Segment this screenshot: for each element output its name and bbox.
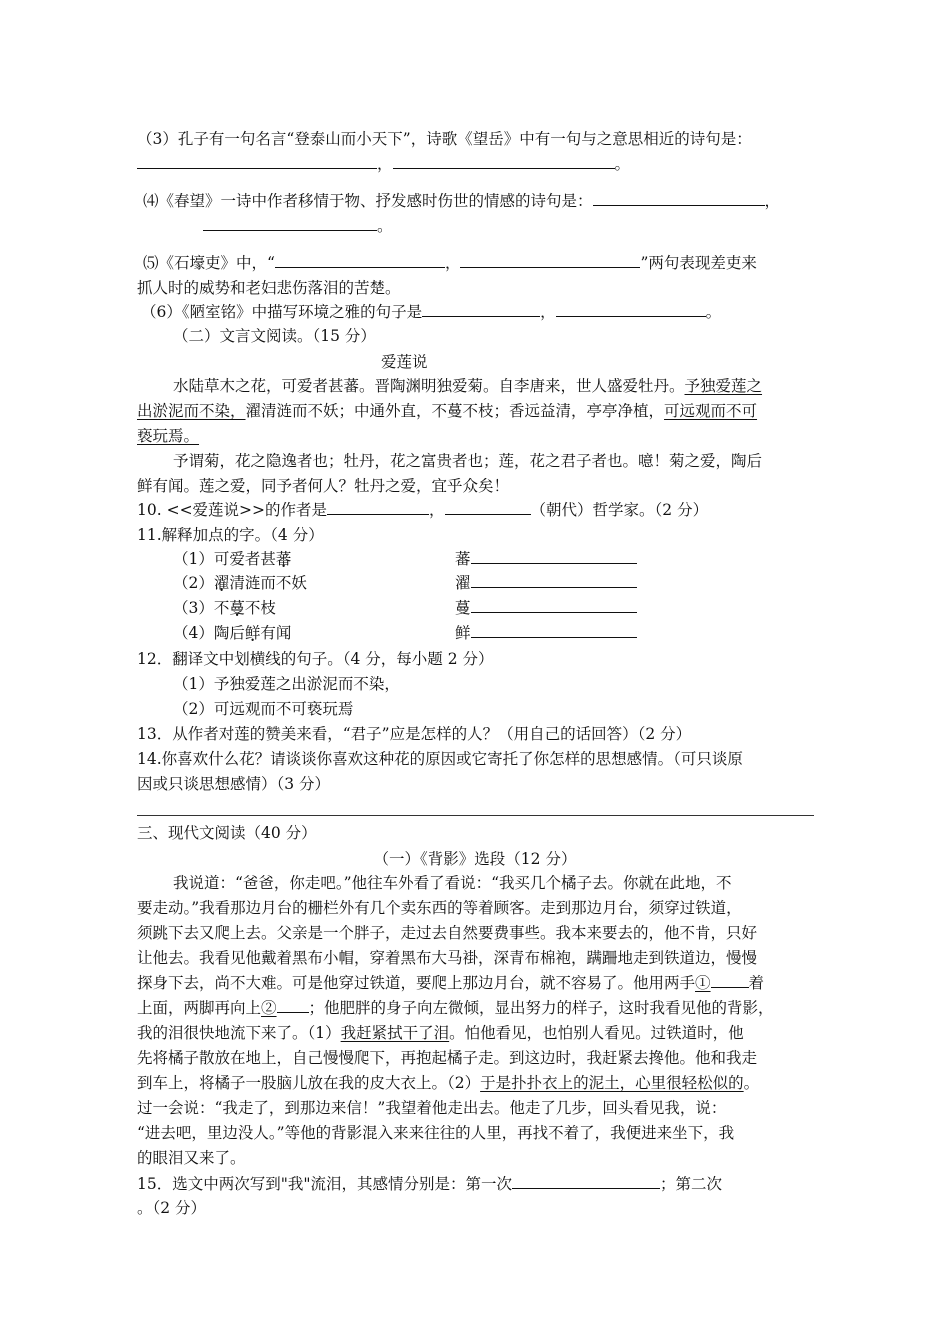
q10-stem [137,499,708,521]
q15-blank-1[interactable] [512,1173,660,1189]
q11-item-3-dotted: 蔓 [229,599,245,617]
beiying-underlined-2: 于是扑扑衣上的泥土，心里很轻松似的 [480,1074,744,1092]
section3-heading: 三、现代文阅读（40 分） [137,824,317,842]
q11-blank-1[interactable] [471,548,637,564]
q11-item-3-post: 不枝 [244,599,276,617]
q10-sep: ， [429,501,445,519]
section2-heading: （二）文言文阅读。（15 分） [173,327,376,345]
q10-suffix: （朝代）哲学家。（2 分） [530,501,709,519]
q11-answer-2 [455,572,637,594]
q4-blank-1[interactable] [593,190,765,206]
passage-p2-line2: 鲜有闻。莲之爱，同予者何人？牡丹之爱，宜乎众矣！ [137,477,510,495]
q11-item-3-pre: （3）不 [173,599,230,617]
beiying-line-9-a: 到车上，将橘子一股脑儿放在我的皮大衣上。（2） [137,1074,481,1092]
q11-item-4-pre: （4）陶后 [173,624,245,642]
q11-answer-1 [455,548,637,570]
q5-line2: 抓人时的威势和老妇悲伤落泪的苦楚。 [137,279,401,297]
q11-item-2-pre: （2） [173,574,214,592]
beiying-line-4: 让他去。我看见他戴着黑布小帽，穿着黑布大马褂，深青布棉袍，蹒跚地走到铁道边，慢慢 [137,949,758,967]
q12-stem: 12．翻译文中划横线的句子。（4 分，每小题 2 分） [137,650,494,668]
q6-blank-1[interactable] [422,301,540,317]
passage-p1-line1 [173,375,762,397]
beiying-title: （一）《背影》选段（12 分） [373,850,577,868]
section-divider [137,815,814,816]
beiying-line-6-a: 上面，两脚再向上 [137,999,262,1017]
q3-text: （3）孔子有一句名言“登泰山而小天下”，诗歌《望岳》中有一句与之意思相近的诗句是： [137,130,752,148]
q11-answer-2-char: 濯 [455,574,471,592]
beiying-line-5-end: 着 [748,974,765,992]
beiying-line-6-b: ；他肥胖的身子向左微倾，显出努力的样子，这时我看见他的背影， [308,999,774,1017]
q3-stem [137,128,752,150]
q11-answer-4-char: 鲜 [455,624,471,642]
q3-blank-2[interactable] [393,153,615,169]
beiying-line-12: 的眼泪又来了。 [137,1149,246,1167]
beiying-blank-2[interactable] [277,997,309,1013]
beiying-line-8: 先将橘子散放在地上，自己慢慢爬下，再抱起橘子走。到这边时，我赶紧去搀他。他和我走 [137,1049,758,1067]
q11-answer-4 [455,622,637,644]
q11-answer-3 [455,597,637,619]
p1-text-a: 水陆草木之花，可爱者甚蕃。晋陶渊明独爱菊。自李唐来，世人盛爱牡丹。 [173,377,685,395]
beiying-line-9 [137,1072,759,1094]
q6-blank-2[interactable] [556,301,706,317]
beiying-line-7-a: 我的泪很快地流下来了。（1） [137,1024,341,1042]
beiying-line-7 [137,1022,744,1044]
q4-stem [143,190,780,212]
q15-stem [137,1173,722,1195]
q10-blank-2[interactable] [445,499,531,515]
q6-sep: ， [540,303,556,321]
q11-blank-4[interactable] [471,622,637,638]
q10-blank-1[interactable] [327,499,429,515]
q5-blank-2[interactable] [460,252,640,268]
q11-item-1-dotted: 蕃 [275,550,292,568]
q11-item-4-post: 有闻 [260,624,292,642]
beiying-line-11: “进去吧，里边没人。”等他的背影混入来来往往的人里，再找不着了，我便进来坐下，我 [137,1124,735,1142]
beiying-line-3: 须跳下去又爬上去。父亲是一个胖子，走过去自然要费事些。我本来要去的，他不肯，只好 [137,924,758,942]
q11-answer-3-char: 蔓 [455,599,471,617]
q5-sep: ， [444,254,461,272]
beiying-line-9-end: 。 [743,1074,760,1092]
q11-item-4-dotted: 鲜 [244,624,261,642]
p1-underlined-d: 亵玩焉。 [137,427,200,445]
beiying-line-2: 要走动。”我看那边月台的栅栏外有几个卖东西的等着顾客。走到那边月台，须穿过铁道， [137,899,742,917]
q3-end: 。 [614,155,631,173]
beiying-line-5-text: 探身下去，尚不大难。可是他穿过铁道，要爬上那边月台，就不容易了。他用两手 [137,974,696,992]
p1-underlined-b: 出淤泥而不染， [137,402,246,420]
q11-stem: 11.解释加点的字。（4 分） [137,526,324,544]
q10-prefix: 10. <<爱莲说>>的作者是 [137,501,328,519]
q6-stem [141,301,721,323]
p1-underlined-c: 可远观而不可 [664,402,758,420]
beiying-blank-1[interactable] [711,972,749,988]
q14-line1: 14.你喜欢什么花？请谈谈你喜欢这种花的原因或它寄托了你怎样的思想感情。（可只谈原 [137,750,743,768]
passage-title: 爱莲说 [381,353,428,371]
q13-stem: 13．从作者对莲的赞美来看，“君子”应是怎样的人？（用自己的话回答）（2 分） [137,725,692,743]
q15-prefix: 15．选文中两次写到"我"流泪，其感情分别是：第一次 [137,1175,512,1193]
q4-blank-2[interactable] [203,215,377,231]
q4-comma: ， [764,192,781,210]
q11-item-2-dotted: 濯 [213,574,230,592]
passage-p1-line3 [137,425,199,447]
beiying-line-6 [137,997,774,1019]
q12-sub-1: （1）予独爱莲之出淤泥而不染， [173,675,400,693]
q5-prefix: ⑸《石壕吏》中，“ [143,254,275,272]
q5-suffix: ”两句表现差吏来 [640,254,757,272]
q11-item-1-pre: （1）可爱者甚 [173,550,276,568]
q6-prefix: （6）《陋室铭》中描写环境之雅的句子是 [141,303,423,321]
beiying-line-1: 我说道：“爸爸，你走吧。”他往车外看了看说：“我买几个橘子去。你就在此地，不 [173,874,732,892]
q14-line2: 因或只谈思想感情）（3 分） [137,775,331,793]
beiying-line-10: 过一会说：“我走了，到那边来信！”我望着他走出去。他走了几步，回头看见我，说： [137,1099,727,1117]
q15-mid: ；第二次 [659,1175,722,1193]
q11-blank-3[interactable] [471,597,637,613]
q11-answer-1-char: 蕃 [455,550,471,568]
q3-sep: ， [377,155,393,173]
p1-text-b: 濯清涟而不妖；中通外直，不蔓不枝；香远益清，亭亭净植， [245,402,665,420]
q15-line2: 。（2 分） [137,1199,207,1217]
p1-underlined-a: 予独爱莲之 [684,377,763,395]
q11-item-1 [173,548,291,570]
q5-blank-1[interactable] [275,252,445,268]
passage-p2-line1: 予谓菊，花之隐逸者也；牡丹，花之富贵者也；莲，花之君子者也。噫！菊之爱，陶后 [173,452,763,470]
q11-item-2 [173,572,307,594]
q3-answer-line [137,153,630,175]
q4-text: ⑷《春望》一诗中作者移情于物、抒发感时伤世的情感的诗句是： [143,192,593,210]
blank-marker-1: ① [695,974,711,992]
q4-end: 。 [377,217,393,235]
q12-sub-2: （2）可远观而不可亵玩焉 [173,700,354,718]
beiying-line-7-b: 。怕他看见，也怕别人看见。过铁道时，他 [449,1024,744,1042]
q3-blank-1[interactable] [137,153,377,169]
q11-item-3 [173,597,276,619]
q11-item-4 [173,622,291,644]
passage-p1-line2 [137,400,757,422]
q5-stem [143,252,757,274]
beiying-line-5 [137,972,764,994]
blank-marker-2: ② [261,999,277,1017]
q4-answer-line [203,215,393,237]
beiying-underlined-1: 我赶紧拭干了泪 [340,1024,450,1042]
q11-blank-2[interactable] [471,572,637,588]
q6-end: 。 [705,303,722,321]
q11-item-2-post: 清涟而不妖 [229,574,307,592]
